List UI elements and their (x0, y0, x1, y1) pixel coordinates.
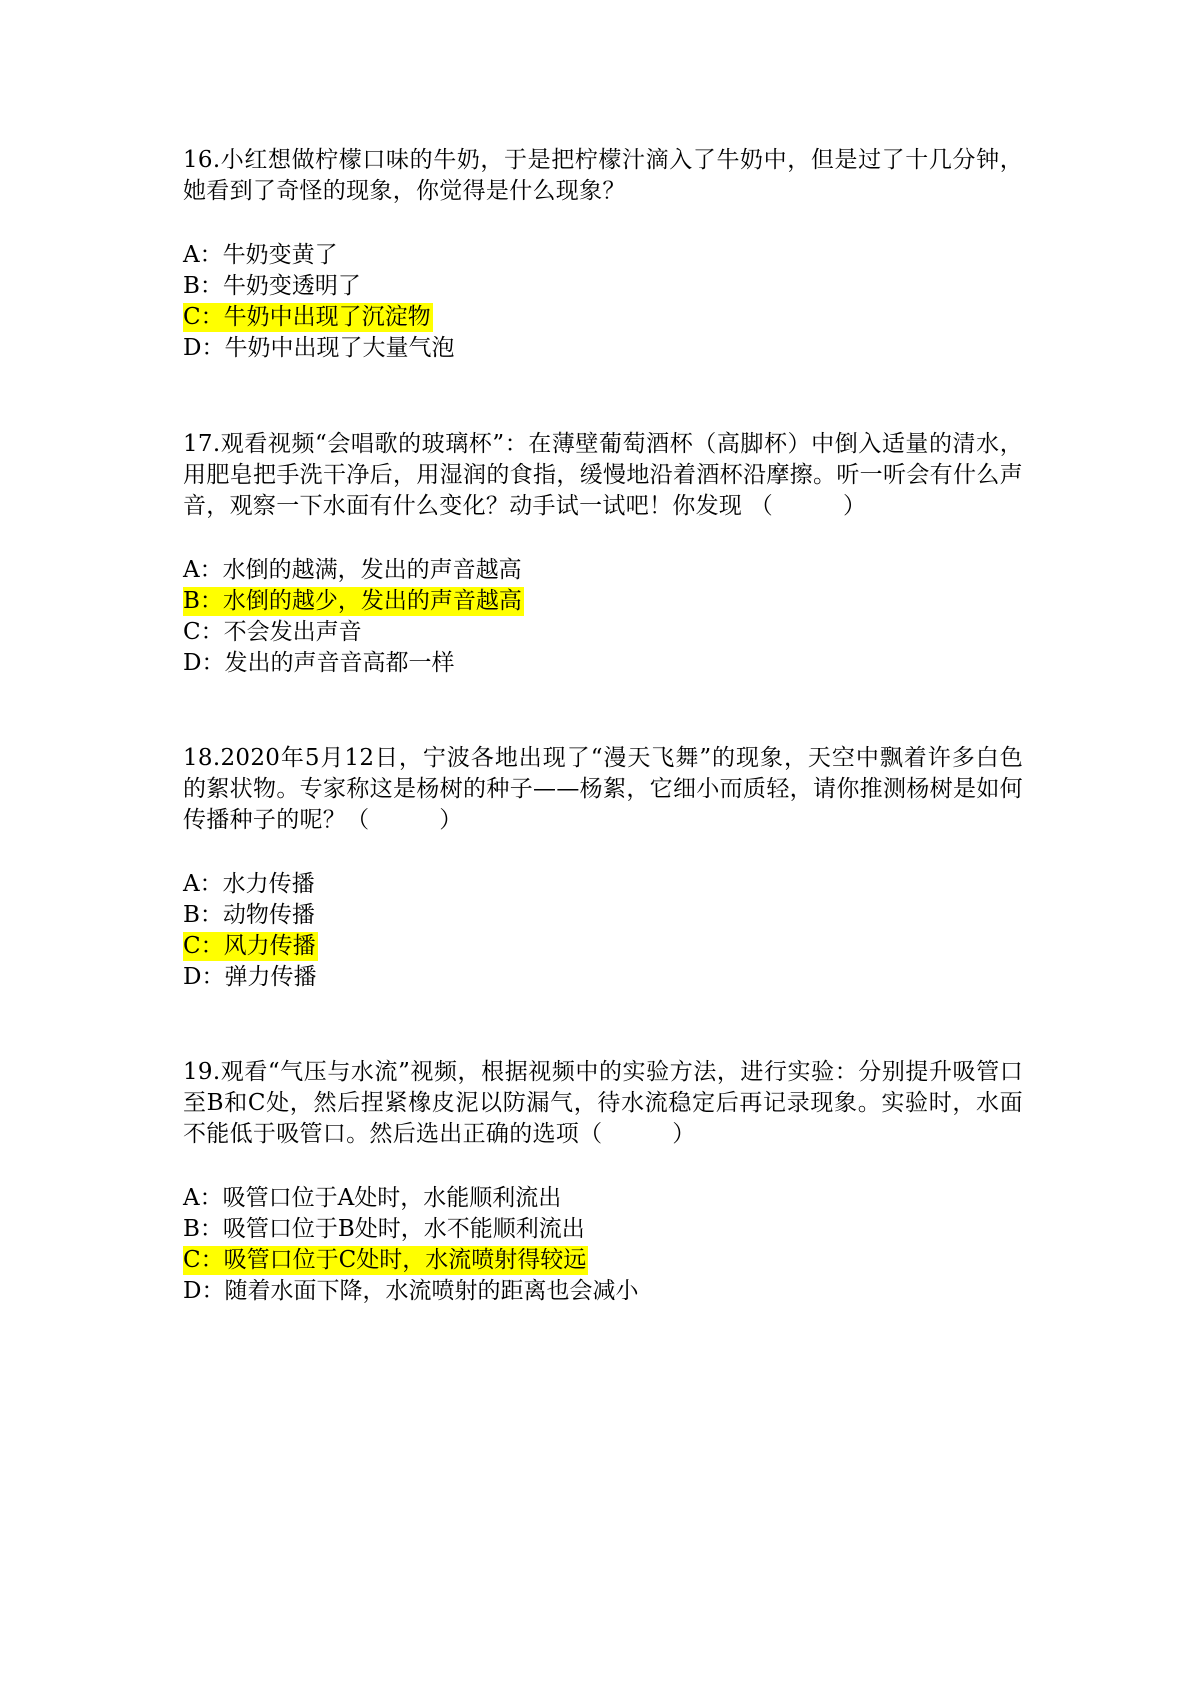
option-label: C：吸管口位于C处时，水流喷射得较远 (183, 1247, 587, 1273)
option-label: B：牛奶变透明了 (183, 273, 361, 299)
option-label: D：弹力传播 (183, 964, 317, 990)
option-label: C：牛奶中出现了沉淀物 (183, 304, 431, 330)
option-c[interactable] (183, 617, 1023, 648)
option-d[interactable] (183, 1276, 1023, 1307)
option-a[interactable] (183, 1183, 1023, 1214)
question-text: 17.观看视频“会唱歌的玻璃杯”：在薄壁葡萄酒杯（高脚杯）中倒入适量的清水，用肥皂把手洗干净后，用湿润的食指，缓慢地沿着酒杯沿摩擦。听一听会有什么声音，观察一下水面有什么变化？动手试一试吧！你发现 （ ） (183, 431, 1023, 519)
option-list (183, 1183, 1023, 1307)
question-text: 18.2020年5月12日，宁波各地出现了“漫天飞舞”的现象，天空中飘着许多白色的絮状物。专家称这是杨树的种子——杨絮，它细小而质轻，请你推测杨树是如何传播种子的呢？（ ） (183, 745, 1023, 833)
option-list (183, 240, 1023, 364)
question-text: 16.小红想做柠檬口味的牛奶，于是把柠檬汁滴入了牛奶中，但是过了十几分钟，她看到了奇怪的现象，你觉得是什么现象？ (183, 147, 1023, 204)
option-label: C：风力传播 (183, 933, 316, 959)
option-label: D：发出的声音音高都一样 (183, 650, 455, 676)
question-17 (183, 429, 1023, 679)
option-d[interactable] (183, 333, 1023, 364)
option-list (183, 555, 1023, 679)
option-label: D：牛奶中出现了大量气泡 (183, 335, 455, 361)
option-a[interactable] (183, 869, 1023, 900)
option-c-highlighted[interactable] (183, 1245, 1023, 1276)
option-label: D：随着水面下降，水流喷射的距离也会减小 (183, 1278, 639, 1304)
option-label: A：吸管口位于A处时，水能顺利流出 (183, 1185, 562, 1211)
question-text: 19.观看“气压与水流”视频，根据视频中的实验方法，进行实验：分别提升吸管口至B和C处，然后捏紧橡皮泥以防漏气，待水流稳定后再记录现象。实验时，水面不能低于吸管口。然后选出正确的选项（ ） (183, 1059, 1023, 1147)
question-16 (183, 145, 1023, 364)
option-list (183, 869, 1023, 993)
option-b[interactable] (183, 900, 1023, 931)
question-18 (183, 743, 1023, 993)
option-b[interactable] (183, 271, 1023, 302)
option-label: B：动物传播 (183, 902, 315, 928)
option-d[interactable] (183, 962, 1023, 993)
option-b[interactable] (183, 1214, 1023, 1245)
option-label: B：水倒的越少，发出的声音越高 (183, 588, 522, 614)
option-label: B：吸管口位于B处时，水不能顺利流出 (183, 1216, 585, 1242)
option-a[interactable] (183, 555, 1023, 586)
option-d[interactable] (183, 648, 1023, 679)
option-label: A：水力传播 (183, 871, 315, 897)
option-label: A：水倒的越满，发出的声音越高 (183, 557, 522, 583)
question-19 (183, 1057, 1023, 1307)
option-label: A：牛奶变黄了 (183, 242, 338, 268)
option-a[interactable] (183, 240, 1023, 271)
option-c-highlighted[interactable] (183, 302, 1023, 333)
option-label: C：不会发出声音 (183, 619, 362, 645)
option-b-highlighted[interactable] (183, 586, 1023, 617)
option-c-highlighted[interactable] (183, 931, 1023, 962)
